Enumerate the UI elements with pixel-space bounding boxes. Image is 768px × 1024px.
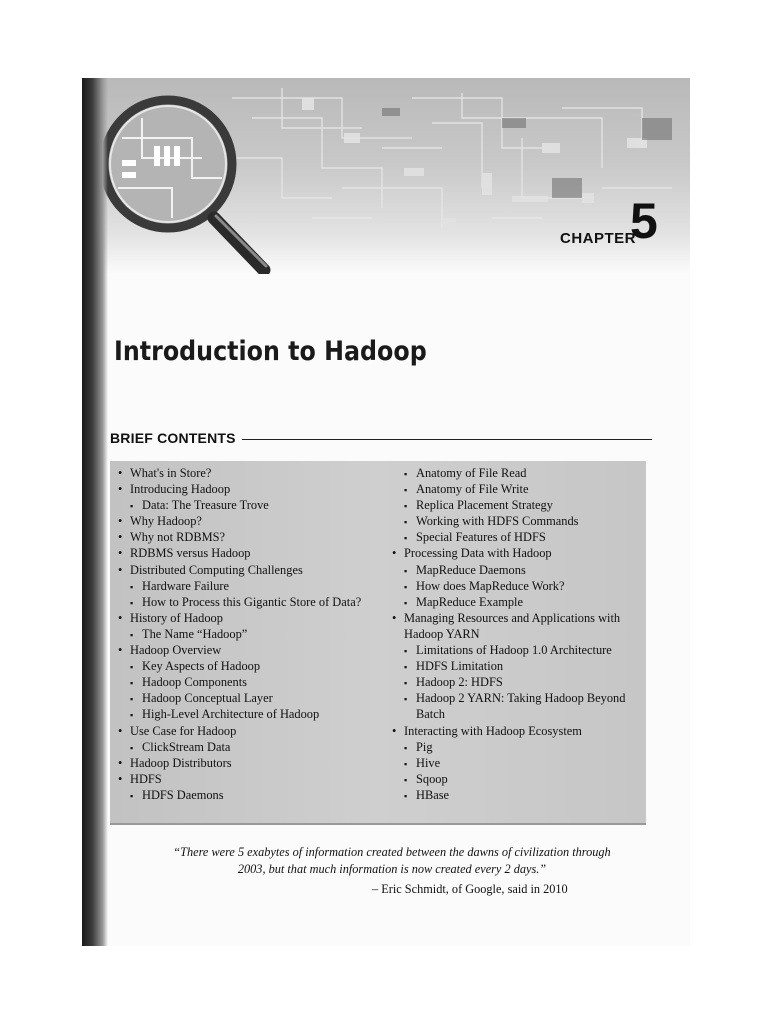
chapter-number: 5 [630,193,658,249]
bullet-icon: • [118,643,123,658]
contents-entry [392,578,644,594]
magnifying-glass-icon [104,100,266,270]
contents-entry [118,529,388,545]
bullet-icon: ▪ [404,581,408,592]
bullet-icon: ▪ [130,501,134,512]
chapter-banner-image [82,78,690,274]
bullet-icon: • [118,530,123,545]
contents-entry [392,787,644,803]
contents-entry [392,642,644,658]
contents-entry-text: RDBMS versus Hadoop [130,546,251,561]
contents-entry-text: Hadoop 2: HDFS [416,675,503,690]
bullet-icon: ▪ [130,597,134,608]
bullet-icon: ▪ [404,662,408,673]
contents-entry-text: Hadoop Distributors [130,755,232,770]
contents-entry [118,497,388,513]
contents-entry [118,465,388,481]
contents-entry-text: Introducing Hadoop [130,482,231,497]
bullet-icon: ▪ [130,678,134,689]
contents-entry [392,497,644,513]
contents-entry-text: What's in Store? [130,466,212,480]
contents-entry-text: Anatomy of File Write [416,482,529,497]
bullet-icon: ▪ [404,646,408,657]
contents-entry-text: Sqoop [416,771,448,786]
contents-entry [118,755,388,771]
contents-entry-text: HDFS Limitation [416,659,504,674]
bullet-icon: ▪ [130,694,134,705]
contents-entry-text: Replica Placement Strategy [416,498,553,513]
contents-entry [118,690,388,706]
contents-entry [392,674,644,690]
contents-entry [118,545,388,561]
contents-entry [118,739,388,755]
bullet-icon: ▪ [404,790,408,801]
contents-entry [118,723,388,739]
bullet-icon: ▪ [404,501,408,512]
contents-entry [392,529,644,545]
quote-attribution: – Eric Schmidt, of Google, said in 2010 [372,882,568,896]
contents-entry-text: Hive [416,755,441,770]
contents-entry-text: Pig [416,739,433,754]
contents-entry [392,739,644,755]
contents-entry-text: Data: The Treasure Trove [142,498,269,513]
bullet-icon: ▪ [404,533,408,544]
bullet-icon: • [392,723,397,738]
chapter-title: Introduction to Hadoop [114,336,427,367]
bullet-icon: • [118,482,123,497]
bullet-icon: ▪ [404,758,408,769]
contents-entry-text: Managing Resources and Applications with Hadoop YARN [404,610,621,641]
book-spine-shadow [82,78,108,946]
contents-entry-text: HDFS Daemons [142,787,224,802]
bullet-icon: • [118,723,123,738]
contents-entry [118,787,388,803]
contents-entry [392,513,644,529]
quote-line-2: 2003, but that much information is now created every 2 days.” [237,862,547,876]
contents-entry-text: ClickStream Data [142,739,231,754]
contents-entry-text: History of Hadoop [130,610,223,625]
bullet-icon: • [118,610,123,625]
contents-entry [118,513,388,529]
quote-line-1: “There were 5 exabytes of information created between the dawns of civilization through [173,845,611,859]
bullet-icon: • [118,771,123,786]
contents-entry-text: Key Aspects of Hadoop [142,659,261,674]
contents-entry [118,642,388,658]
contents-column-right [392,465,644,803]
bullet-icon: ▪ [404,774,408,785]
contents-entry [118,578,388,594]
contents-entry-text: Processing Data with Hadoop [404,546,552,561]
contents-entry [392,755,644,771]
contents-entry-text: Use Case for Hadoop [130,723,237,738]
bullet-icon: • [118,466,123,480]
contents-entry [118,610,388,626]
contents-entry-text: Anatomy of File Read [416,466,527,480]
contents-entry-text: Hadoop Components [142,675,247,690]
contents-entry-text: Distributed Computing Challenges [130,562,303,577]
epigraph-quote [142,844,642,878]
bullet-icon: • [118,755,123,770]
contents-entry [118,594,388,610]
bullet-icon: ▪ [130,790,134,801]
contents-entry [118,626,388,642]
contents-entry [392,465,644,481]
contents-entry [118,771,388,787]
bullet-icon: ▪ [130,662,134,673]
contents-entry [392,562,644,578]
contents-entry-text: Hadoop Conceptual Layer [142,691,273,706]
bullet-icon: • [392,546,397,561]
book-page [82,78,690,946]
bullet-icon: • [118,514,123,529]
contents-entry [118,481,388,497]
contents-entry [392,690,644,722]
contents-entry-text: How to Process this Gigantic Store of Data? [142,594,362,609]
contents-entry-text: Hardware Failure [142,578,230,593]
contents-entry-text: Why Hadoop? [130,514,202,529]
bullet-icon: ▪ [130,742,134,753]
contents-entry [118,706,388,722]
bullet-icon: • [392,610,397,625]
contents-entry [392,594,644,610]
bullet-icon: ▪ [404,597,408,608]
contents-entry [392,610,644,642]
contents-entry-text: Why not RDBMS? [130,530,225,545]
contents-entry-text: Limitations of Hadoop 1.0 Architecture [416,643,612,658]
bullet-icon: ▪ [130,710,134,721]
bullet-icon: ▪ [404,469,408,479]
bullet-icon: ▪ [404,742,408,753]
contents-entry-text: HBase [416,787,450,802]
contents-entry [392,481,644,497]
brief-contents-box [110,461,646,825]
bullet-icon: ▪ [130,581,134,592]
contents-entry-text: Working with HDFS Commands [416,514,579,529]
bullet-icon: ▪ [404,517,408,528]
contents-entry-text: Interacting with Hadoop Ecosystem [404,723,582,738]
bullet-icon: ▪ [130,629,134,640]
contents-entry [392,545,644,561]
contents-entry-text: MapReduce Daemons [416,562,526,577]
contents-entry [118,562,388,578]
bullet-icon: ▪ [404,485,408,496]
contents-entry [118,658,388,674]
bullet-icon: ▪ [404,694,408,705]
contents-entry-text: MapReduce Example [416,594,524,609]
contents-column-left [118,465,388,803]
brief-contents-heading: BRIEF CONTENTS [110,430,242,446]
contents-entry-text: Special Features of HDFS [416,530,546,545]
contents-entry-text: The Name “Hadoop” [142,626,248,641]
contents-entry-text: Hadoop Overview [130,643,222,658]
contents-entry-text: High-Level Architecture of Hadoop [142,707,320,722]
chapter-label: CHAPTER [560,230,637,247]
contents-entry [392,658,644,674]
contents-entry-text: HDFS [130,771,162,786]
bullet-icon: • [118,546,123,561]
contents-entry [392,771,644,787]
bullet-icon: ▪ [404,565,408,576]
contents-entry-text: Hadoop 2 YARN: Taking Hadoop Beyond Batch [416,691,626,722]
bullet-icon: ▪ [404,678,408,689]
contents-entry [392,723,644,739]
contents-entry [118,674,388,690]
bullet-icon: • [118,562,123,577]
contents-entry-text: How does MapReduce Work? [416,578,565,593]
